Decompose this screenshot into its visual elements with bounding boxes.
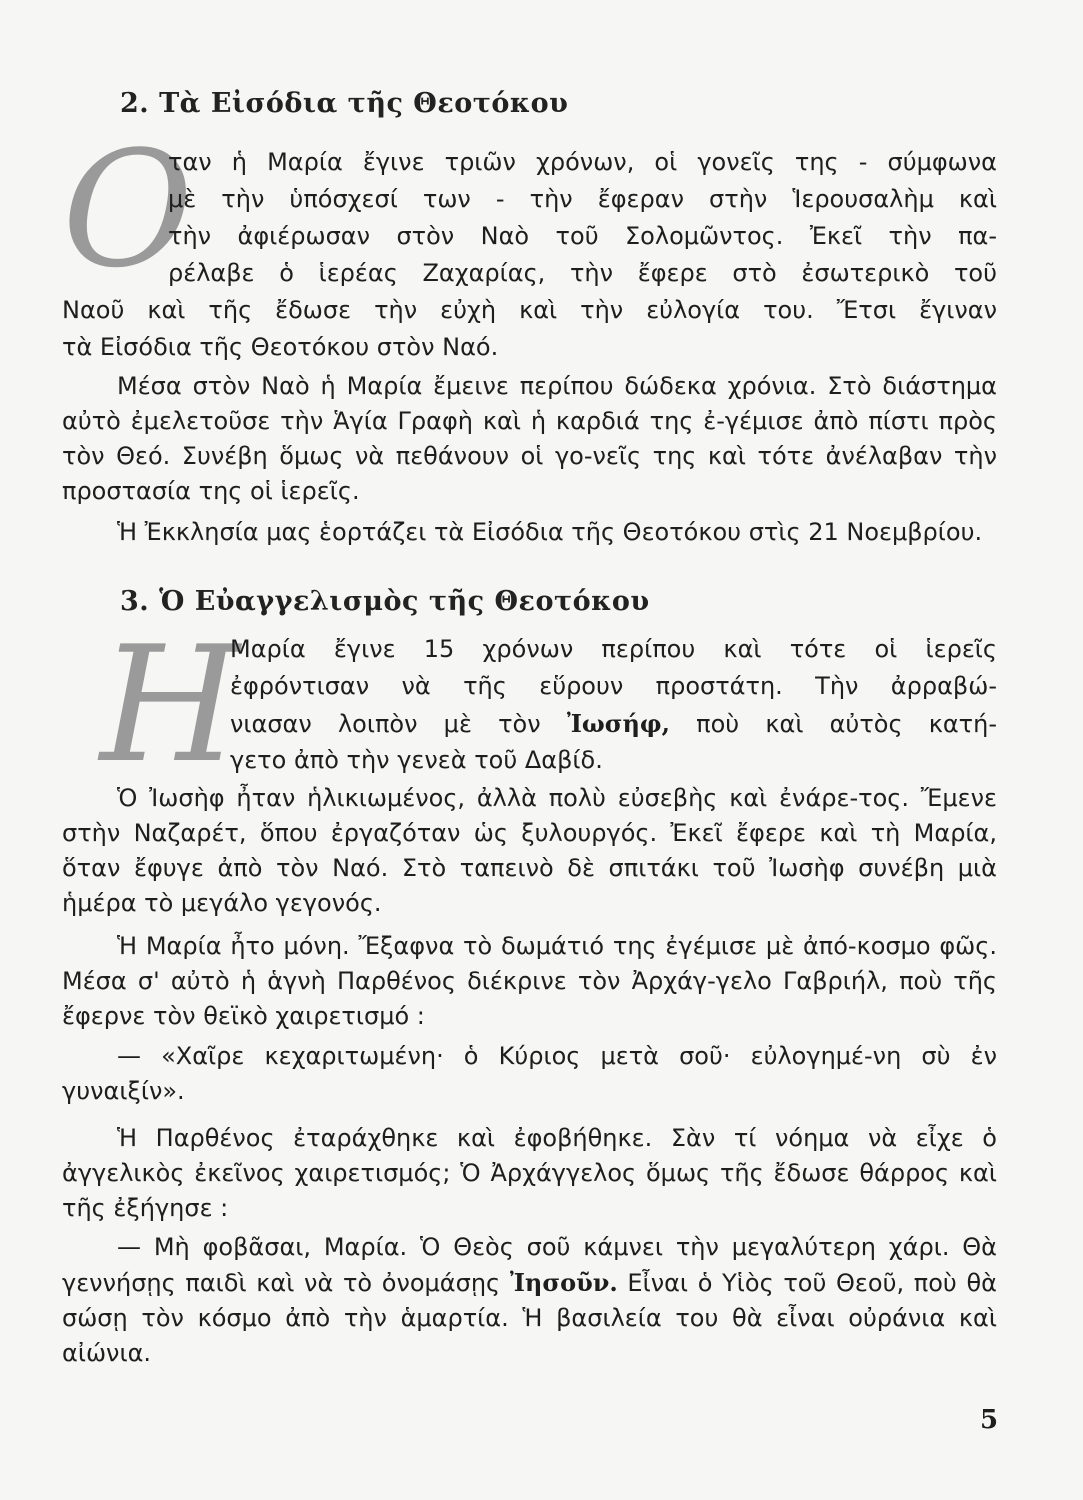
text-line [230,706,997,742]
text-line: Μαρία ἔγινε 15 χρόνων περίπου καὶ τότε οἱ ἱερεῖς [230,635,997,663]
section-3-paragraph-3: Ἡ Μαρία ἦτο μόνη. Ἔξαφνα τὸ δωμάτιό της ἐγέμισε μὲ ἀπό-κοσμο φῶς. Μέσα σ' αὐτὸ ἡ ἁγνὴ Παρθένος διέκρινε τὸν Ἀρχάγ-γελο Γαβριήλ, ποὺ τῆς ἔφερνε τὸν θεϊκὸ χαιρετισμό : [62,932,997,1030]
text-line: ταν ἡ Μαρία ἔγινε τριῶν χρόνων, οἱ γονεῖς της - σύμφωνα [168,148,997,176]
section-2-heading: 2. Τὰ Εἰσόδια τῆς Θεοτόκου [120,88,569,119]
text-line: τὰ Εἰσόδια τῆς Θεοτόκου στὸν Ναό. [62,333,499,361]
text-fragment: Εἶναι ὁ Υἱὸς τοῦ Θεοῦ, ποὺ θὰ σώσῃ τὸν κόσμο ἀπὸ τὴν ἁμαρτία. Ἡ βασιλεία του θὰ εἶναι οὐράνια καὶ αἰώνια. [62,1269,997,1367]
text-line: μὲ τὴν ὑπόσχεσί των - τὴν ἔφεραν στὴν Ἱερουσαλὴμ καὶ [168,185,997,213]
section-2-paragraph-3: Ἡ Ἐκκλησία μας ἑορτάζει τὰ Εἰσόδια τῆς Θεοτόκου στὶς 21 Νοεμβρίου. [117,518,983,546]
section-3-paragraph-5: Ἡ Παρθένος ἐταράχθηκε καὶ ἐφοβήθηκε. Σὰν τί νόημα νὰ εἶχε ὁ ἀγγελικὸς ἐκεῖνος χαιρετισμός; Ὁ Ἀρχάγγελος ὅμως τῆς ἔδωσε θάρρος καὶ τῆς ἐξήγησε : [62,1124,997,1222]
section-3-paragraph-6 [62,1230,997,1371]
name-jesus: Ἰησοῦν. [509,1268,618,1297]
text-fragment: — Μὴ φοβᾶσαι, Μαρία. Ὁ Θεὸς σοῦ κάμνει τὴν μεγαλύτερη χάρι. Θὰ γεννήσῃς παιδὶ καὶ νὰ τὸ ὀνομάσῃς [62,1233,997,1297]
text-line: ἐφρόντισαν νὰ τῆς εὕρουν προστάτη. Τὴν ἀρραβώ- [230,672,997,700]
section-3-drop-cap: Η [100,611,240,798]
section-3-heading: 3. Ὁ Εὐαγγελισμὸς τῆς Θεοτόκου [120,586,650,617]
section-3-paragraph-2: Ὁ Ἰωσὴφ ἦταν ἡλικιωμένος, ἀλλὰ πολὺ εὐσεβὴς καὶ ἐνάρε-τος. Ἔμενε στὴν Ναζαρέτ, ὅπου ἐργαζόταν ὡς ξυλουργός. Ἐκεῖ ἔφερε καὶ τὴ Μαρία, ὅταν ἔφυγε ἀπὸ τὸν Ναό. Στὸ ταπεινὸ δὲ σπιτάκι τοῦ Ἰωσὴφ συνέβη μιὰ ἡμέρα τὸ μεγάλο γεγονός. [62,784,997,917]
page-number: 5 [980,1405,999,1435]
text-line: Ναοῦ καὶ τῆς ἔδωσε τὴν εὐχὴ καὶ τὴν εὐλογία του. Ἔτσι ἔγιναν [62,296,997,324]
text-fragment: ποὺ καὶ αὐτὸς κατή- [696,710,997,738]
text-fragment: νιασαν λοιπὸν μὲ τὸν [230,710,541,738]
text-line: γετο ἀπὸ τὴν γενεὰ τοῦ Δαβίδ. [230,746,603,774]
text-line: τὴν ἀφιέρωσαν στὸν Ναὸ τοῦ Σολομῶντος. Ἐκεῖ τὴν πα- [168,222,997,250]
section-3-quote: — «Χαῖρε κεχαριτωμένη· ὁ Κύριος μετὰ σοῦ· εὐλογημέ-νη σὺ ἐν γυναιξίν». [62,1042,997,1105]
section-2-drop-cap: Ο [62,116,194,303]
text-line: ρέλαβε ὁ ἱερέας Ζαχαρίας, τὴν ἔφερε στὸ ἐσωτερικὸ τοῦ [168,259,997,287]
name-joseph: Ἰωσήφ, [566,709,670,738]
section-2-paragraph-2: Μέσα στὸν Ναὸ ἡ Μαρία ἔμεινε περίπου δώδεκα χρόνια. Στὸ διάστημα αὐτὸ ἐμελετοῦσε τὴν Ἁγία Γραφὴ καὶ ἡ καρδιά της ἐ-γέμισε ἀπὸ πίστι πρὸς τὸν Θεό. Συνέβη ὅμως νὰ πεθάνουν οἱ γο-νεῖς της καὶ τότε ἀνέλαβαν τὴν προστασία της οἱ ἱερεῖς. [62,372,997,505]
